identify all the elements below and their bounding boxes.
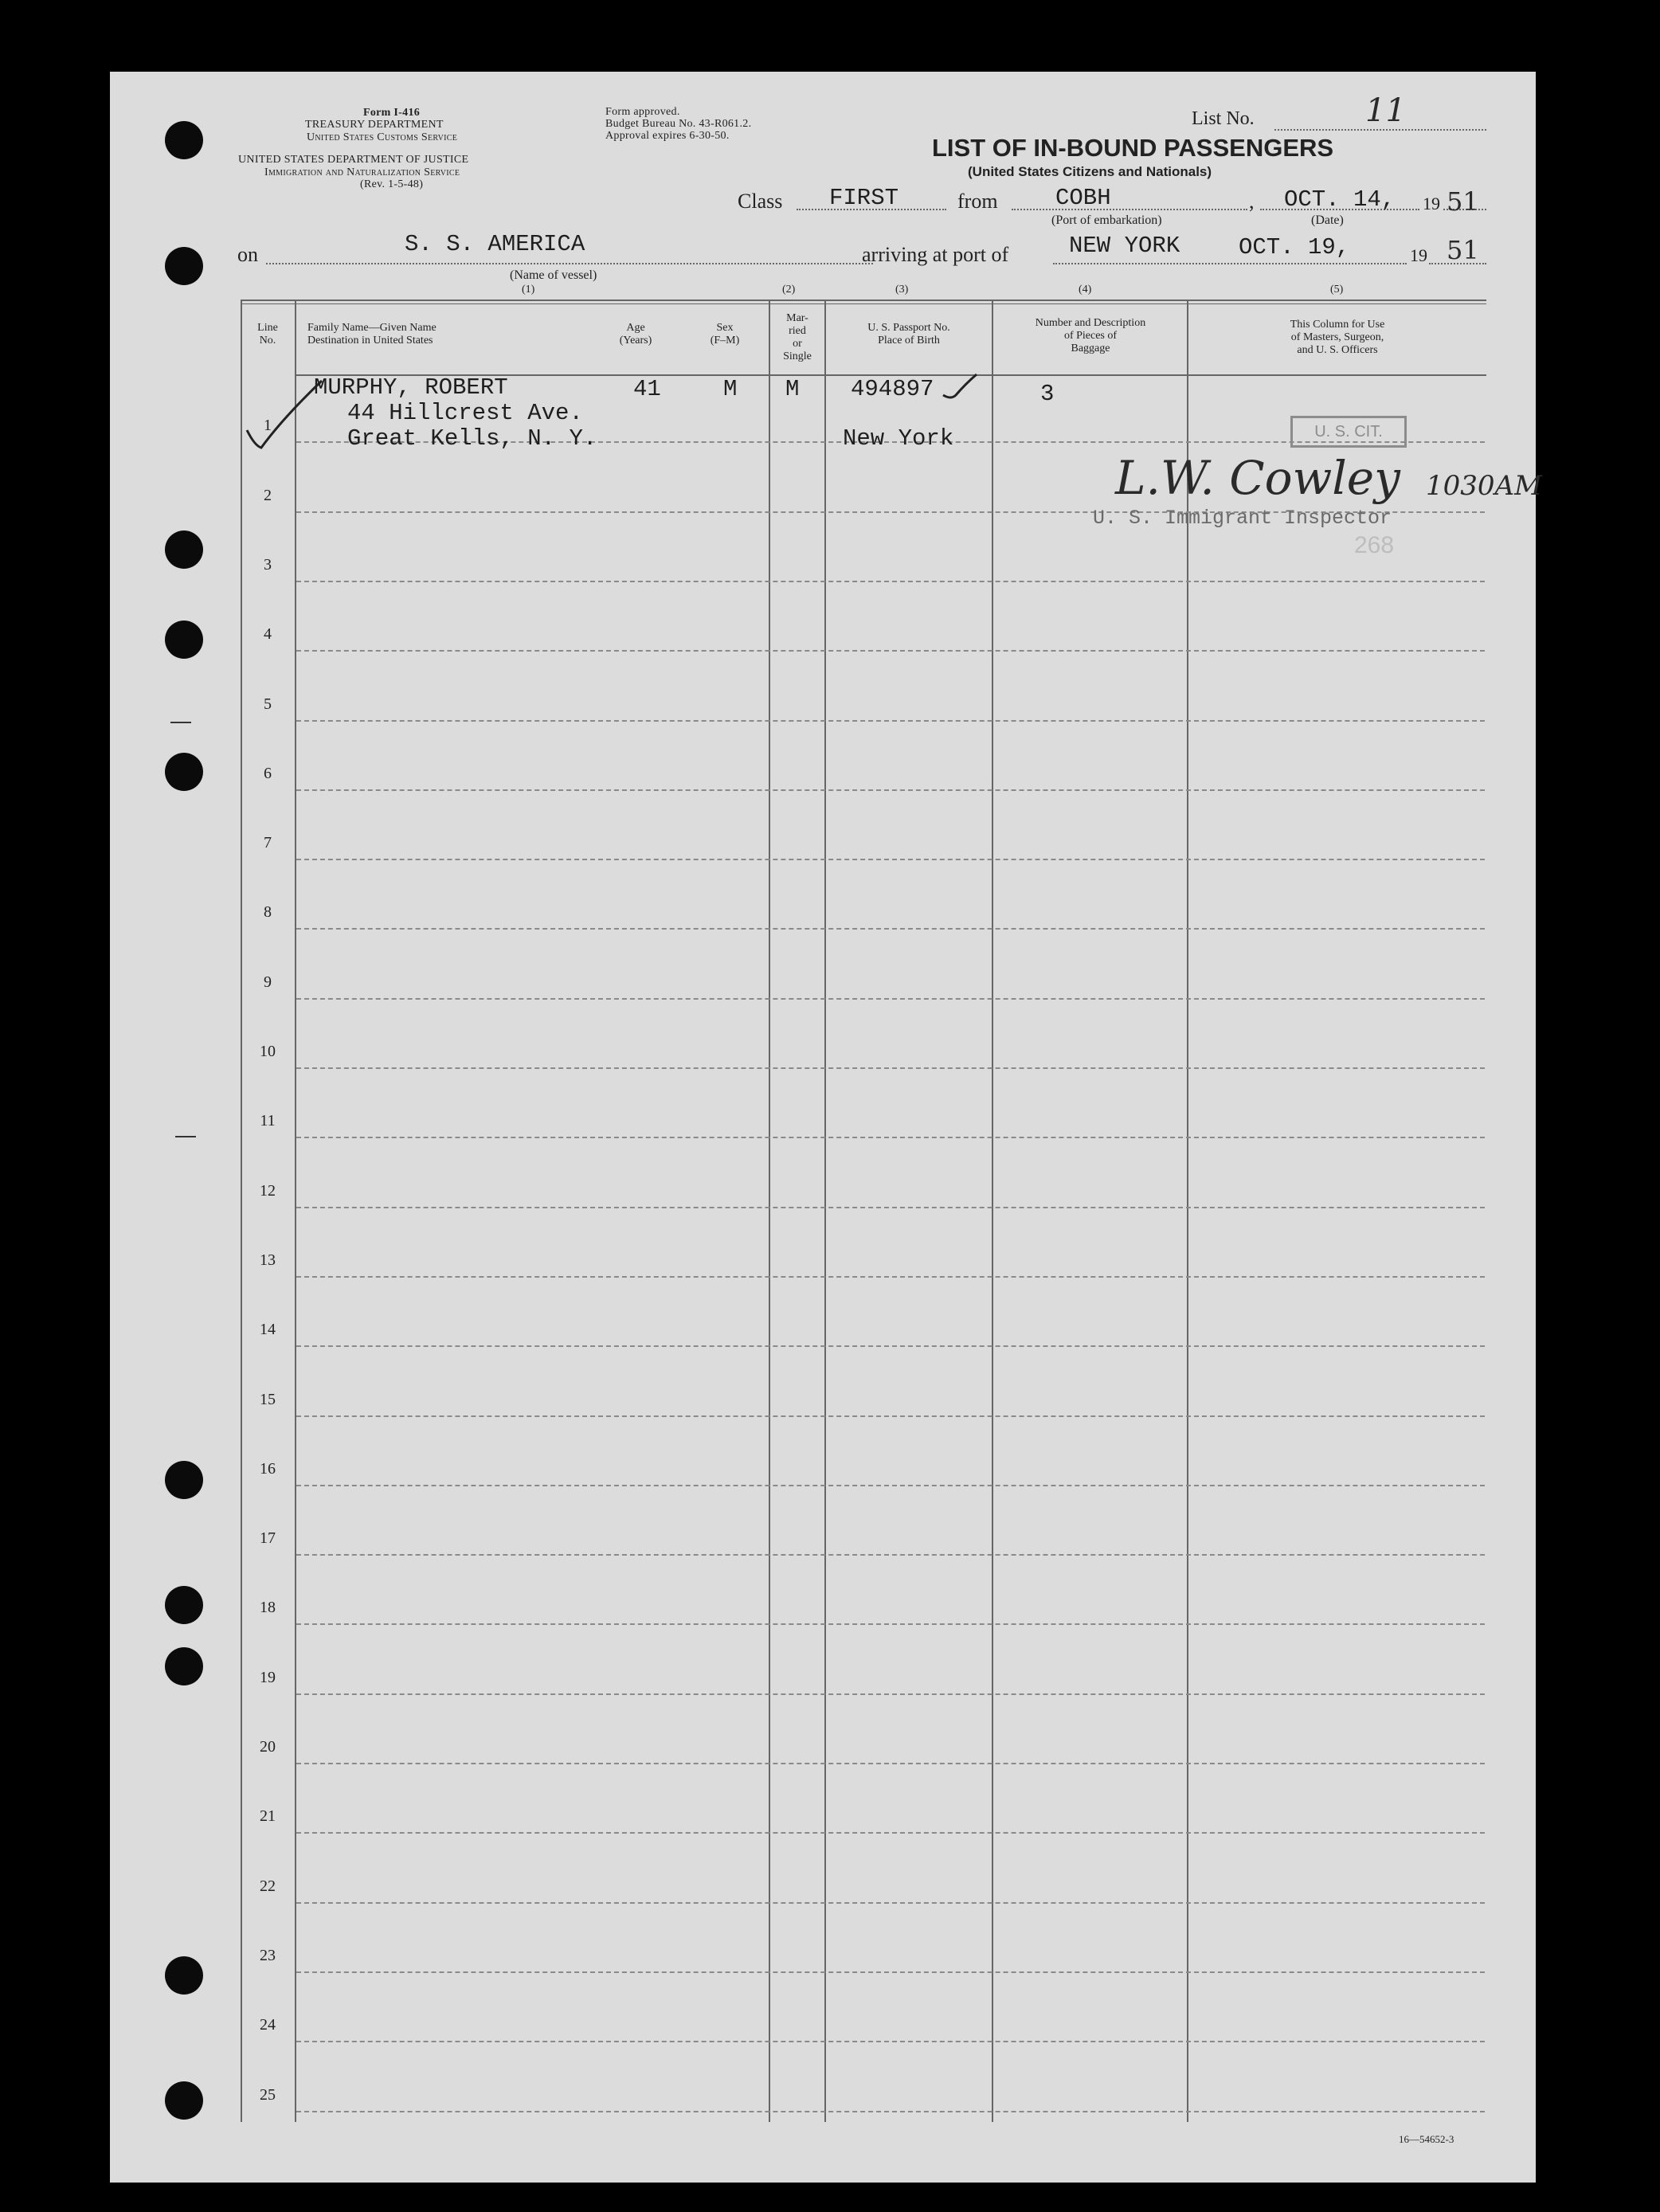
- col-head-line-1: Line: [257, 322, 278, 334]
- col-head-age-1: Age: [626, 322, 645, 334]
- page-title: LIST OF IN-BOUND PASSENGERS: [932, 134, 1334, 162]
- col-num-5: (5): [1330, 284, 1344, 296]
- line-number: 23: [260, 1947, 276, 1964]
- arriving-label: arriving at port of: [862, 243, 1009, 266]
- line-number: 12: [260, 1182, 276, 1200]
- col-head-baggage: [996, 317, 1185, 355]
- col-num-3: (3): [895, 284, 909, 296]
- line-number: 21: [260, 1807, 276, 1825]
- col-head-married-2: ried: [789, 325, 806, 337]
- line-number: 2: [264, 487, 272, 504]
- page-subtitle: (United States Citizens and Nationals): [968, 164, 1212, 179]
- col-head-married: [771, 312, 824, 363]
- binder-hole: [165, 1586, 203, 1624]
- binder-hole: [165, 621, 203, 659]
- list-no-label: List No.: [1192, 108, 1255, 129]
- entry-passport: 494897: [851, 376, 934, 402]
- col-head-line-2: No.: [259, 335, 276, 346]
- col-head-officers: [1190, 319, 1485, 357]
- col-head-officers-2: of Masters, Surgeon,: [1290, 331, 1384, 343]
- entry-baggage: 3: [1040, 381, 1055, 407]
- class-value: FIRST: [829, 185, 899, 211]
- col-head-passport: [828, 322, 989, 347]
- table-row: [296, 1554, 1485, 1556]
- col-head-officers-1: This Column for Use: [1290, 319, 1385, 331]
- class-label: Class: [738, 190, 783, 213]
- line-number: 20: [260, 1738, 276, 1756]
- line-number: 17: [260, 1529, 276, 1547]
- checkmark-icon: [239, 374, 327, 454]
- entry-name: MURPHY, ROBERT: [314, 374, 508, 401]
- table-row: [296, 1067, 1485, 1069]
- date-comma: ,: [1249, 190, 1255, 213]
- inspector-number: 268: [1354, 532, 1395, 558]
- col-head-married-1: Mar-: [786, 312, 808, 324]
- from-underline: [1012, 209, 1247, 210]
- from-value: COBH: [1055, 185, 1111, 211]
- form-approved: Form approved.: [605, 106, 680, 118]
- signature-time: 1030AM: [1426, 470, 1542, 502]
- year-prefix: 19: [1423, 194, 1440, 213]
- entry-sex: M: [723, 376, 738, 402]
- col-head-sex: [693, 322, 757, 347]
- table-col-passport: [824, 300, 826, 2122]
- table-row: [296, 1902, 1485, 1904]
- table-row: [296, 1693, 1485, 1695]
- line-number: 24: [260, 2016, 276, 2034]
- col-head-baggage-2: of Pieces of: [1063, 330, 1118, 342]
- binder-hole: [165, 1956, 203, 1995]
- date-value: OCT. 14,: [1284, 186, 1396, 213]
- line-number: 4: [264, 625, 272, 643]
- vessel-underline: [266, 263, 873, 264]
- entry-birthplace: New York: [843, 425, 954, 452]
- margin-tick: [170, 722, 191, 723]
- us-cit-stamp: U. S. CIT.: [1290, 416, 1407, 448]
- port-embark-caption: (Port of embarkation): [1051, 213, 1162, 227]
- line-number: 5: [264, 695, 272, 713]
- arrival-date-value: OCT. 19,: [1239, 234, 1350, 260]
- customs-service: United States Customs Service: [307, 131, 458, 143]
- form-number: Form I-416: [363, 107, 421, 119]
- arrival-year-prefix: 19: [1410, 245, 1427, 265]
- revision: (Rev. 1-5-48): [360, 178, 424, 190]
- table-row: [296, 581, 1485, 582]
- table-row: [296, 1623, 1485, 1625]
- col-head-name-1: Family Name—Given Name: [307, 322, 437, 334]
- arrival-year-value: 51: [1447, 235, 1479, 265]
- table-row: [296, 1832, 1485, 1834]
- table-row: [296, 1971, 1485, 1973]
- table-col-baggage: [992, 300, 993, 2122]
- line-number: 13: [260, 1251, 276, 1269]
- table-row: [296, 859, 1485, 860]
- col-head-officers-3: and U. S. Officers: [1297, 344, 1378, 356]
- vessel-col-num: (1): [522, 284, 535, 296]
- on-label: on: [237, 243, 258, 266]
- col-head-married-4: Single: [783, 350, 812, 362]
- line-number: 8: [264, 903, 272, 921]
- table-col-officers: [1187, 300, 1188, 2122]
- binder-hole: [165, 1461, 203, 1499]
- col-head-sex-2: (F–M): [710, 335, 740, 346]
- binder-hole: [165, 753, 203, 791]
- col-head-baggage-1: Number and Description: [1035, 317, 1146, 329]
- binder-hole: [165, 121, 203, 159]
- binder-hole: [165, 247, 203, 285]
- col-head-age: [604, 322, 668, 347]
- entry-married: M: [785, 376, 800, 402]
- col-num-2: (2): [782, 284, 796, 296]
- line-number: 1: [264, 417, 272, 434]
- col-head-passport-2: Place of Birth: [878, 335, 940, 346]
- col-head-baggage-3: Baggage: [1071, 343, 1110, 354]
- approval-expires: Approval expires 6-30-50.: [605, 130, 730, 142]
- table-col-line: [295, 300, 296, 2122]
- line-number: 7: [264, 834, 272, 852]
- table-row: [296, 1763, 1485, 1764]
- table-row: [296, 1207, 1485, 1208]
- table-top-rule: [241, 300, 1486, 301]
- dept-justice: UNITED STATES DEPARTMENT OF JUSTICE: [238, 154, 469, 166]
- table-row: [296, 789, 1485, 791]
- binder-hole: [165, 530, 203, 569]
- inspector-stamp: U. S. Immigrant Inspector: [1093, 507, 1392, 530]
- binder-hole: [165, 2081, 203, 2120]
- line-number: 10: [260, 1043, 276, 1060]
- col-head-passport-1: U. S. Passport No.: [867, 322, 950, 334]
- vessel-caption: (Name of vessel): [510, 268, 597, 282]
- line-number: 9: [264, 973, 272, 991]
- date-caption: (Date): [1311, 213, 1344, 227]
- col-head-age-2: (Years): [619, 335, 652, 346]
- table-row: [296, 1276, 1485, 1278]
- table-top-rule-2: [241, 303, 1486, 304]
- table-row: [296, 1345, 1485, 1347]
- table-row: [296, 2041, 1485, 2042]
- line-number: 19: [260, 1669, 276, 1686]
- from-label: from: [957, 190, 998, 213]
- line-number: 16: [260, 1460, 276, 1478]
- line-number: 3: [264, 556, 272, 574]
- table-left-border: [241, 300, 242, 2122]
- line-number: 15: [260, 1391, 276, 1408]
- inspector-signature: L.W. Cowley: [1115, 451, 1400, 505]
- table-col-married: [769, 300, 770, 2122]
- entry-address-1: 44 Hillcrest Ave.: [347, 400, 583, 426]
- arrival-port-value: NEW YORK: [1069, 233, 1180, 259]
- col-head-name: [307, 322, 437, 347]
- arrival-underline: [1053, 263, 1407, 264]
- dept-treasury: TREASURY DEPARTMENT: [305, 119, 444, 131]
- entry-address-2: Great Kells, N. Y.: [347, 425, 597, 452]
- table-row: [296, 1485, 1485, 1486]
- list-no-value: 11: [1365, 92, 1406, 129]
- budget-bureau: Budget Bureau No. 43-R061.2.: [605, 118, 752, 130]
- table-row: [296, 1415, 1485, 1417]
- line-number: 14: [260, 1321, 276, 1338]
- col-head-sex-1: Sex: [716, 322, 734, 334]
- col-num-4: (4): [1079, 284, 1092, 296]
- col-head-name-2: Destination in United States: [307, 335, 433, 346]
- ins: Immigration and Naturalization Service: [264, 166, 460, 178]
- margin-tick: [175, 1136, 196, 1137]
- year-value: 51: [1447, 186, 1479, 217]
- table-row: [296, 650, 1485, 652]
- table-row: [296, 720, 1485, 722]
- line-number: 6: [264, 765, 272, 782]
- table-row: [296, 2111, 1485, 2112]
- passport-checkmark-icon: [940, 371, 980, 403]
- col-head-line: [245, 322, 290, 347]
- line-number: 22: [260, 1877, 276, 1895]
- list-no-underline: [1274, 129, 1486, 131]
- line-number: 25: [260, 2086, 276, 2104]
- table-row: [296, 928, 1485, 930]
- table-row: [296, 998, 1485, 1000]
- col-head-married-3: or: [793, 338, 802, 350]
- binder-hole: [165, 1647, 203, 1685]
- table-row: [296, 1137, 1485, 1138]
- line-number: 11: [260, 1112, 276, 1129]
- vessel-value: S. S. AMERICA: [405, 231, 585, 257]
- print-code: 16—54652-3: [1399, 2133, 1454, 2145]
- line-number: 18: [260, 1599, 276, 1616]
- entry-age: 41: [633, 376, 661, 402]
